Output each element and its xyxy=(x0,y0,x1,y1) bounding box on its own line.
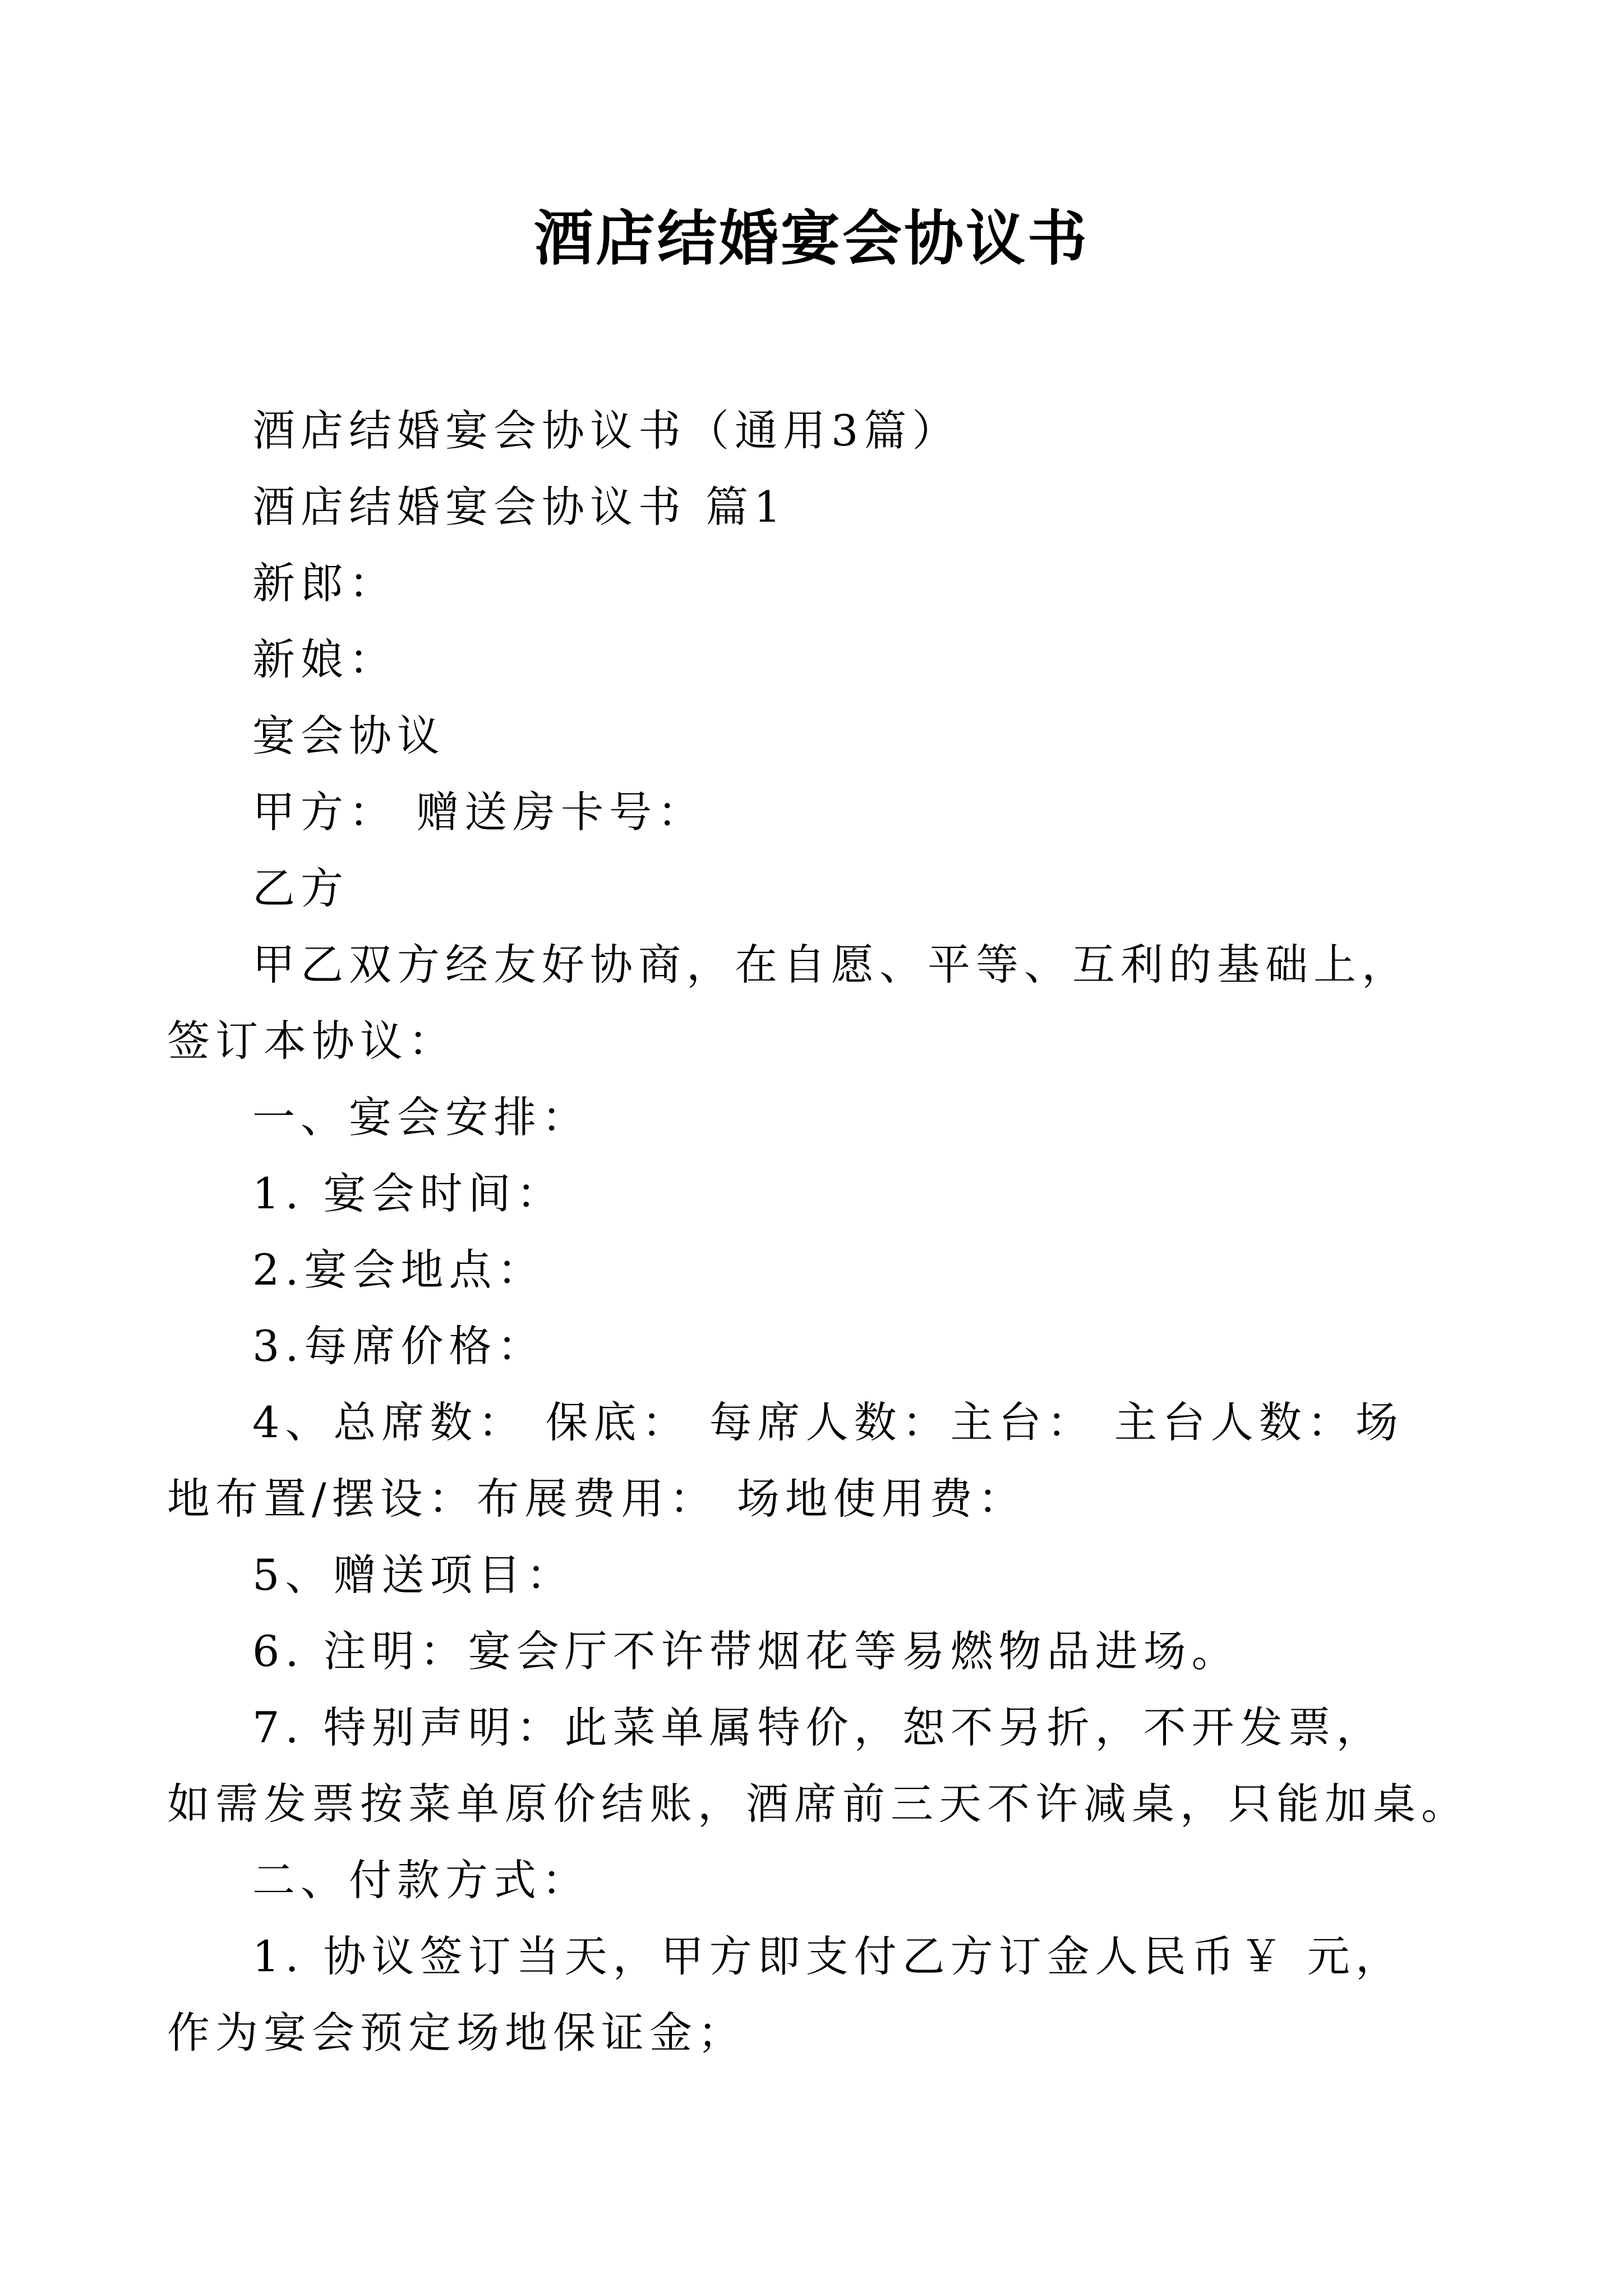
paragraph-subtitle xyxy=(252,393,1424,469)
paragraph-item-2 xyxy=(252,1232,1424,1308)
paragraph-line: 签订本协议： xyxy=(167,1016,457,1066)
paragraph-item-6 xyxy=(252,1613,1424,1690)
paragraph-line: 6. 注明：宴会厅不许带烟花等易燃物品进场。 xyxy=(252,1626,1240,1676)
paragraph-line: 新郎： xyxy=(252,558,397,608)
paragraph-line: 酒店结婚宴会协议书 篇1 xyxy=(252,482,787,532)
paragraph-line: 如需发票按菜单原价结账，酒席前三天不许减桌，只能加桌。 xyxy=(167,1779,1469,1829)
paragraph-line: 1. 协议签订当天，甲方即支付乙方订金人民币￥ 元， xyxy=(252,1931,1404,1981)
paragraph-line: 甲方： 赠送房卡号： xyxy=(252,787,706,837)
paragraph-item-3 xyxy=(252,1308,1424,1384)
paragraph-line: 1. 宴会时间： xyxy=(252,1168,565,1218)
paragraph-item-5 xyxy=(252,1537,1424,1613)
paragraph-line: 4、总席数： 保底： 每席人数：主台： 主台人数：场 xyxy=(252,1397,1404,1447)
paragraph-line: 一、宴会安排： xyxy=(252,1092,590,1142)
paragraph-party-b xyxy=(252,850,1424,927)
paragraph-item-1 xyxy=(252,1156,1424,1232)
paragraph-groom xyxy=(252,545,1424,622)
paragraph-preamble xyxy=(167,927,1424,1079)
paragraph-line: 2.宴会地点： xyxy=(252,1245,546,1295)
paragraph-line: 酒店结婚宴会协议书（通用3篇） xyxy=(252,406,961,455)
paragraph-party-a xyxy=(252,774,1424,850)
paragraph-line: 7. 特别声明：此菜单属特价，恕不另折，不开发票， xyxy=(252,1703,1385,1752)
paragraph-banquet-agreement xyxy=(252,698,1424,774)
paragraph-bride xyxy=(252,622,1424,698)
paragraph-heading-arrangement xyxy=(252,1079,1424,1156)
paragraph-heading-payment xyxy=(252,1842,1424,1918)
paragraph-line: 新娘： xyxy=(252,634,397,684)
paragraph-line: 甲乙双方经友好协商，在自愿、平等、互利的基础上， xyxy=(252,940,1410,990)
paragraph-item-4 xyxy=(167,1384,1424,1537)
paragraph-section-heading xyxy=(252,469,1424,545)
paragraph-line: 二、付款方式： xyxy=(252,1855,590,1905)
paragraph-line: 3.每席价格： xyxy=(252,1321,546,1371)
paragraph-line: 5、赠送项目： xyxy=(252,1550,575,1600)
paragraph-line: 作为宴会预定场地保证金； xyxy=(167,2008,746,2058)
paragraph-item-7 xyxy=(167,1690,1469,1842)
paragraph-line: 宴会协议 xyxy=(252,711,445,761)
paragraph-line: 地布置/摆设：布展费用： 场地使用费： xyxy=(167,1474,1026,1524)
document-title: 酒店结婚宴会协议书 xyxy=(534,203,1089,273)
paragraph-payment-1 xyxy=(167,1918,1424,2071)
paragraph-line: 乙方 xyxy=(252,863,349,913)
